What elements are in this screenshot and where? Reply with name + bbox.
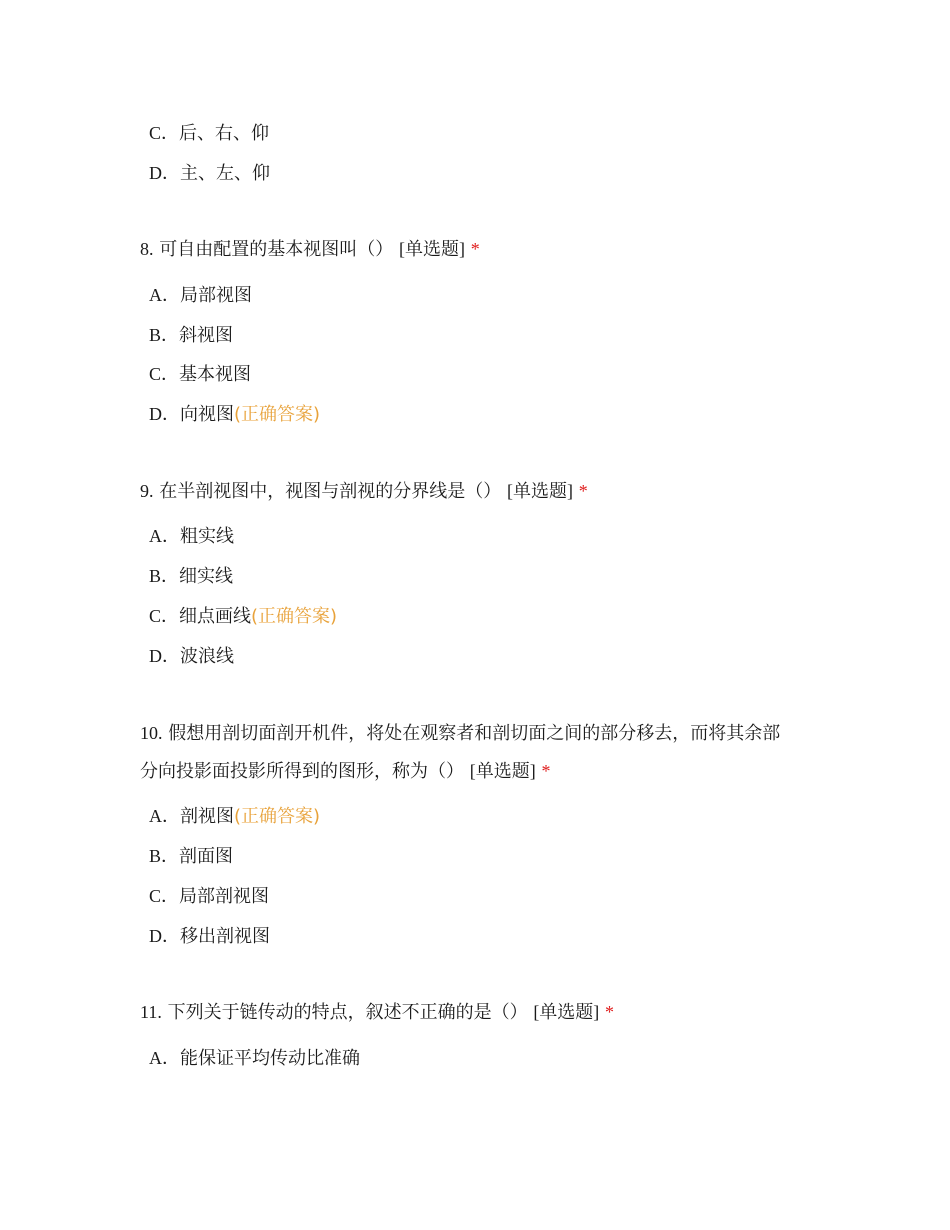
option-letter: A． xyxy=(149,1048,180,1068)
option-d[interactable] xyxy=(149,161,270,186)
option-a[interactable] xyxy=(149,804,320,829)
question-text: 在半剖视图中，视图与剖视的分界线是（） xyxy=(159,481,502,502)
option-text: 向视图 xyxy=(180,404,234,425)
option-text: 粗实线 xyxy=(180,526,234,547)
correct-answer-tag: (正确答案) xyxy=(251,606,338,627)
question-text: 分向投影面投影所得到的图形，称为（） xyxy=(140,761,464,782)
option-letter: B． xyxy=(149,566,180,586)
option-letter: C． xyxy=(149,123,180,143)
question-11-title xyxy=(140,1000,614,1025)
question-number: 11. xyxy=(140,1002,162,1022)
option-b[interactable] xyxy=(149,564,233,589)
question-text: 假想用剖切面剖开机件，将处在观察者和剖切面之间的部分移去，而将其余部 xyxy=(168,723,781,744)
question-8-title xyxy=(140,237,480,262)
question-type: [单选题] xyxy=(506,481,573,501)
option-a[interactable] xyxy=(149,1046,360,1071)
required-mark: * xyxy=(605,1002,615,1022)
option-text: 波浪线 xyxy=(180,646,234,667)
option-text: 移出剖视图 xyxy=(180,926,270,947)
question-10-title-line-1 xyxy=(140,721,780,746)
question-type: [单选题] xyxy=(533,1002,600,1022)
option-text: 能保证平均传动比准确 xyxy=(180,1048,360,1069)
question-number: 8. xyxy=(140,239,154,259)
option-letter: B． xyxy=(149,846,180,866)
option-text: 后、右、仰 xyxy=(179,123,270,144)
option-letter: B． xyxy=(149,325,180,345)
question-number: 10. xyxy=(140,723,163,743)
option-letter: A． xyxy=(149,285,180,305)
option-d[interactable] xyxy=(149,924,270,949)
option-text: 斜视图 xyxy=(179,325,234,346)
option-letter: A． xyxy=(149,806,180,826)
correct-answer-tag: (正确答案) xyxy=(234,806,321,827)
option-letter: D． xyxy=(149,163,180,183)
question-number: 9. xyxy=(140,481,154,501)
question-text: 可自由配置的基本视图叫（） xyxy=(159,239,394,260)
option-letter: C． xyxy=(149,886,180,906)
option-d[interactable] xyxy=(149,644,234,669)
required-mark: * xyxy=(470,239,480,259)
question-10-title-line-2 xyxy=(140,759,550,784)
option-text: 基本视图 xyxy=(179,364,252,385)
option-c[interactable] xyxy=(149,121,269,146)
option-text: 剖视图 xyxy=(180,806,234,827)
option-text: 局部视图 xyxy=(180,285,252,306)
option-letter: C． xyxy=(149,364,180,384)
question-type: [单选题] xyxy=(469,761,536,781)
option-a[interactable] xyxy=(149,524,234,549)
option-b[interactable] xyxy=(149,323,233,348)
option-c[interactable] xyxy=(149,884,269,909)
question-9-title xyxy=(140,479,588,504)
option-c[interactable] xyxy=(149,604,337,629)
option-letter: D． xyxy=(149,646,180,666)
option-c[interactable] xyxy=(149,362,251,387)
option-letter: D． xyxy=(149,926,180,946)
option-text: 主、左、仰 xyxy=(180,163,270,184)
option-text: 剖面图 xyxy=(179,846,234,867)
option-letter: A． xyxy=(149,526,180,546)
option-letter: D． xyxy=(149,404,180,424)
required-mark: * xyxy=(578,481,588,501)
question-text: 下列关于链传动的特点，叙述不正确的是（） xyxy=(167,1002,528,1023)
option-text: 细点画线 xyxy=(179,606,252,627)
option-a[interactable] xyxy=(149,283,252,308)
required-mark: * xyxy=(541,761,551,781)
option-text: 局部剖视图 xyxy=(179,886,270,907)
option-b[interactable] xyxy=(149,844,233,869)
option-d[interactable] xyxy=(149,402,320,427)
question-type: [单选题] xyxy=(398,239,465,259)
option-letter: C． xyxy=(149,606,180,626)
correct-answer-tag: (正确答案) xyxy=(234,404,321,425)
option-text: 细实线 xyxy=(179,566,234,587)
